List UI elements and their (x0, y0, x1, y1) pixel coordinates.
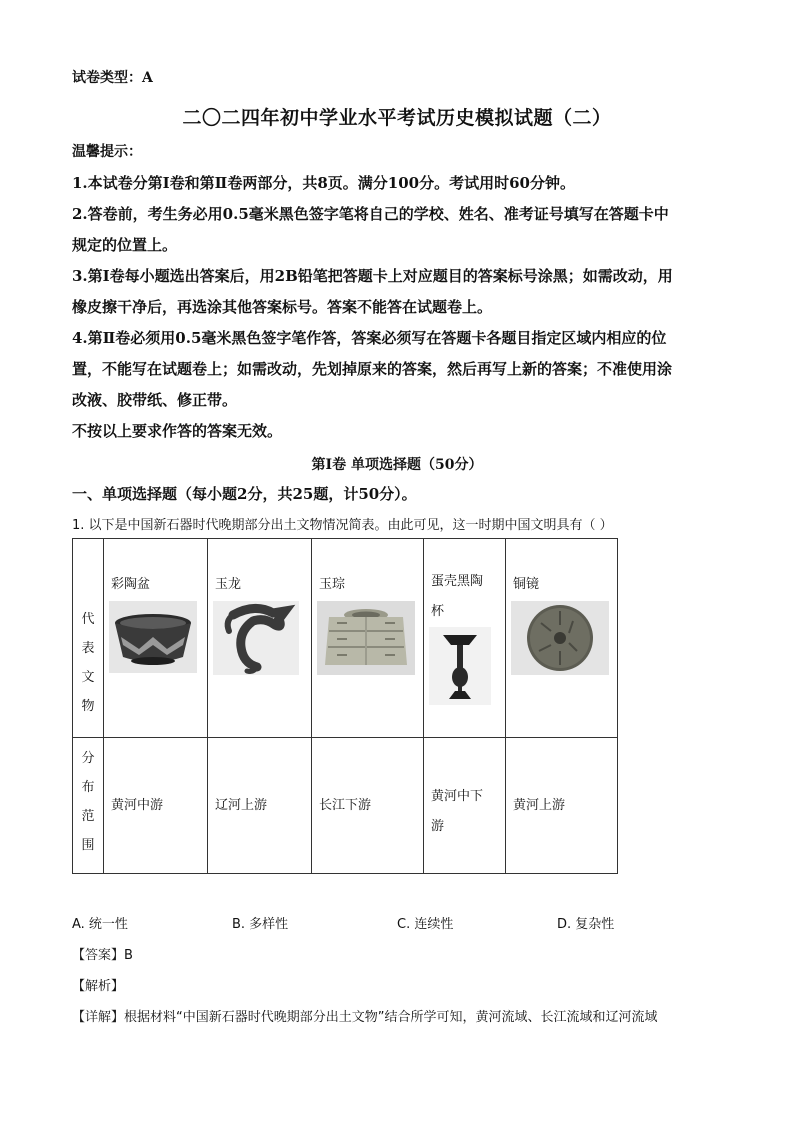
artifact-cell (208, 539, 312, 738)
row-header-char: 围 (81, 838, 95, 853)
notice-line: 规定的位置上。 (72, 236, 178, 254)
jade-dragon-image (213, 601, 299, 675)
notice-line: 2.答卷前，考生务必用0.5毫米黑色签字笔将自己的学校、姓名、准考证号填写在答题卡中 (72, 205, 669, 223)
artifact-name: 玉琮 (319, 577, 346, 592)
notice-line: 改液、胶带纸、修正带。 (72, 391, 238, 409)
region-cell (104, 738, 208, 874)
row-header-char: 物 (81, 699, 95, 714)
region-cell (312, 738, 424, 874)
artifact-name: 铜镜 (513, 577, 540, 592)
answer-line (72, 944, 133, 963)
row-header-char: 范 (81, 809, 95, 824)
answer-tag: 【答案】 (72, 948, 125, 963)
artifact-row (73, 539, 618, 738)
notice-label: 温馨提示： (72, 144, 142, 160)
detail-line (72, 1006, 658, 1025)
detail-tag: 【详解】 (72, 1010, 125, 1025)
region-text: 黄河中游 (111, 798, 164, 813)
region-row (73, 738, 618, 874)
part-heading: 一、单项选择题（每小题2分，共25题，计50分）。 (72, 485, 417, 503)
notice-line: 4.第Ⅱ卷必须用0.5毫米黑色签字笔作答，答案必须写在答题卡各题目指定区域内相应的位 (72, 329, 667, 347)
artifact-cell (506, 539, 618, 738)
region-text: 长江下游 (319, 798, 372, 813)
analysis-tag: 【解析】 (72, 979, 125, 994)
artifact-name: 玉龙 (215, 577, 242, 592)
artifact-name: 杯 (431, 604, 445, 619)
notice-line: 1.本试卷分第Ⅰ卷和第Ⅱ卷两部分，共8页。满分100分。考试用时60分钟。 (72, 174, 575, 192)
region-text: 黄河上游 (513, 798, 566, 813)
region-cell (424, 738, 506, 874)
artifact-cell (312, 539, 424, 738)
paper-type: 试卷类型：A (72, 70, 153, 86)
artifact-name: 彩陶盆 (111, 577, 151, 592)
artifact-cell (104, 539, 208, 738)
region-cell (208, 738, 312, 874)
jade-cong-image (317, 601, 415, 675)
notice-line: 不按以上要求作答的答案无效。 (72, 422, 283, 440)
option-c[interactable]: C. 连续性 (397, 917, 454, 932)
region-cell (506, 738, 618, 874)
artifact-cell (424, 539, 506, 738)
page-title: 二〇二四年初中学业水平考试历史模拟试题（二） (182, 107, 612, 129)
region-text: 辽河上游 (215, 798, 268, 813)
row-header-artifact (73, 539, 104, 738)
answer-value: B (124, 948, 133, 963)
row-header-region (73, 738, 104, 874)
eggshell-black-pottery-cup-image (429, 627, 491, 705)
notice-line: 3.第Ⅰ卷每小题选出答案后，用2B铅笔把答题卡上对应题目的答案标号涂黑；如需改动，用 (72, 267, 673, 285)
row-header-char: 布 (81, 780, 95, 795)
section-title: 第Ⅰ卷 单项选择题（50分） (311, 457, 483, 473)
bronze-mirror-image (511, 601, 609, 675)
artifact-name: 蛋壳黑陶 (431, 574, 484, 589)
question-stem: 1. 以下是中国新石器时代晚期部分出土文物情况简表。由此可见，这一时期中国文明具有（ ） (72, 518, 613, 533)
option-d[interactable]: D. 复杂性 (557, 917, 615, 932)
region-text: 游 (431, 819, 445, 834)
row-header-char: 表 (81, 641, 95, 656)
row-header-char: 文 (81, 670, 95, 685)
detail-text: 根据材料“中国新石器时代晚期部分出土文物”结合所学可知，黄河流域、长江流域和辽河流域 (124, 1010, 658, 1025)
artifact-table (72, 538, 618, 874)
option-b[interactable]: B. 多样性 (232, 917, 289, 932)
notice-line: 橡皮擦干净后，再选涂其他答案标号。答案不能答在试题卷上。 (72, 298, 493, 316)
notice-line: 置，不能写在试题卷上；如需改动，先划掉原来的答案，然后再写上新的答案；不准使用涂 (72, 360, 673, 378)
row-header-char: 代 (81, 612, 95, 627)
region-text: 黄河中下 (431, 789, 484, 804)
painted-pottery-basin-image (109, 601, 197, 673)
option-a[interactable]: A. 统一性 (72, 917, 128, 932)
row-header-char: 分 (81, 751, 95, 766)
